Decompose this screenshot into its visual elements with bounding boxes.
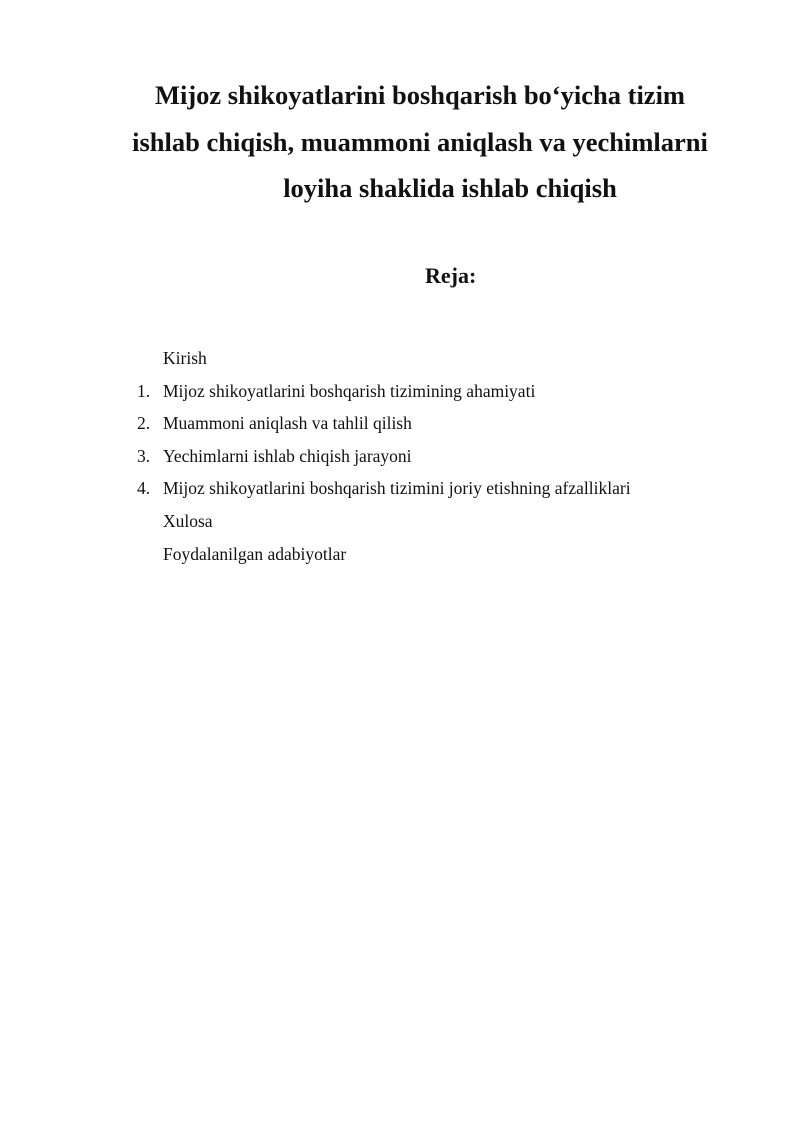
toc-item-number: 4.	[137, 478, 151, 499]
toc-item	[137, 505, 757, 538]
title-line-2: ishlab chiqish, muammoni aniqlash va yechimlarni	[132, 126, 708, 157]
toc-item-text: Mijoz shikoyatlarini boshqarish tizimini joriy etishning afzalliklari	[163, 478, 631, 499]
toc-item-text: Mijoz shikoyatlarini boshqarish tizimining ahamiyati	[163, 380, 536, 401]
plan-heading: Reja:	[425, 263, 477, 288]
toc-item-text: Xulosa	[163, 510, 213, 531]
toc-item-text: Yechimlarni ishlab chiqish jarayoni	[163, 445, 412, 466]
title-line-1: Mijoz shikoyatlarini boshqarish bo‘yicha tizim	[154, 80, 686, 110]
toc-item	[137, 342, 757, 375]
toc-item-text: Kirish	[163, 348, 207, 368]
title-line-3: loyiha shaklida ishlab chiqish	[283, 173, 617, 203]
toc-item-number: 1.	[137, 380, 151, 401]
toc-item-text: Muammoni aniqlash va tahlil qilish	[163, 413, 412, 434]
toc-item	[137, 440, 757, 473]
toc-item	[137, 375, 757, 408]
toc-item-text: Foydalanilgan adabiyotlar	[163, 543, 347, 564]
toc-item-number: 2.	[137, 413, 151, 434]
toc-item	[137, 407, 757, 440]
toc-item	[137, 472, 757, 505]
document-title	[120, 72, 720, 212]
toc-item	[137, 538, 757, 571]
toc-item-number: 3.	[137, 445, 151, 466]
table-of-contents	[137, 342, 757, 570]
